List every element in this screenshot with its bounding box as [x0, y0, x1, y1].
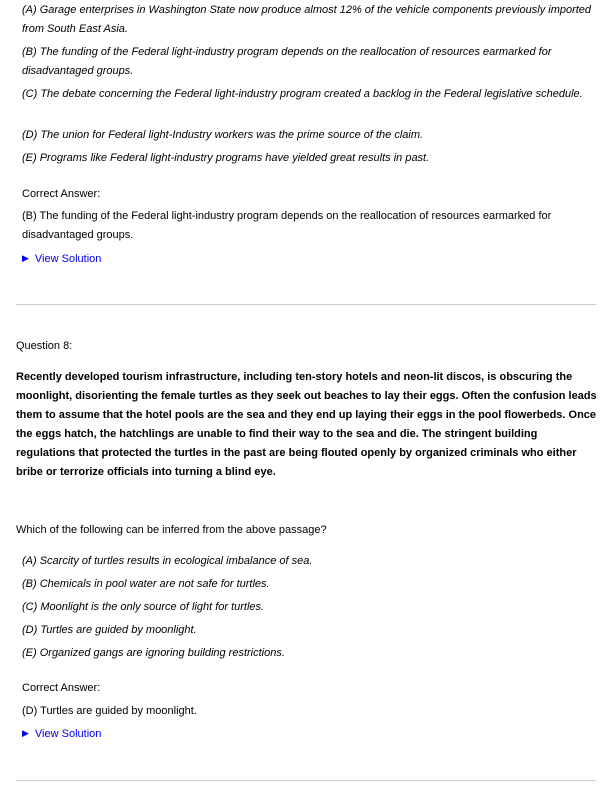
option-d: (D) The union for Federal light-Industry workers was the prime source of the claim.	[22, 129, 424, 141]
triangle-right-icon: ▶	[22, 728, 29, 738]
question-prompt: Which of the following can be inferred from the above passage?	[16, 524, 327, 536]
option-a: (A) Garage enterprises in Washington State now produce almost 12% of the vehicle components previously imported from South East Asia.	[22, 4, 592, 35]
triangle-right-icon: ▶	[22, 253, 29, 263]
correct-answer-text: (D) Turtles are guided by moonlight.	[22, 705, 197, 717]
view-solution-link[interactable]	[22, 250, 101, 267]
option-c: (C) The debate concerning the Federal light-industry program created a backlog in the Federal legislative schedule.	[22, 88, 583, 100]
option-e: (E) Organized gangs are ignoring building restrictions.	[22, 647, 285, 659]
divider	[16, 780, 596, 781]
option-b: (B) The funding of the Federal light-industry program depends on the reallocation of resources earmarked for disadvantaged groups.	[22, 46, 552, 77]
divider	[16, 304, 596, 305]
correct-answer-label: Correct Answer:	[22, 682, 101, 694]
view-solution-link[interactable]	[22, 725, 101, 742]
question-heading: Question 8:	[16, 340, 73, 352]
option-a: (A) Scarcity of turtles results in ecological imbalance of sea.	[22, 555, 313, 567]
view-solution-label: View Solution	[34, 253, 102, 265]
correct-answer-text: (B) The funding of the Federal light-industry program depends on the reallocation of resources earmarked for disadvantaged groups.	[22, 210, 552, 241]
question-passage: Recently developed tourism infrastructure, including ten-story hotels and neon-lit discos, is obscuring the moonlight, disorienting the female turtles as they seek out beaches to lay their eggs. Often the confusion leads them to assume that the hotel pools are the sea and they end up laying their eggs in the pool flowerbeds. Once the eggs hatch, the hatchlings are unable to find their way to the sea and die. The stringent building regulations that protected the turtles in the past are being flouted openly by organized criminals who either bribe or terrorize officials into turning a blind eye.	[16, 371, 597, 478]
option-d: (D) Turtles are guided by moonlight.	[22, 624, 197, 636]
option-c: (C) Moonlight is the only source of light for turtles.	[22, 601, 265, 613]
option-b: (B) Chemicals in pool water are not safe for turtles.	[22, 578, 270, 590]
view-solution-label: View Solution	[34, 728, 102, 740]
correct-answer-label: Correct Answer:	[22, 188, 101, 200]
option-e: (E) Programs like Federal light-industry programs have yielded great results in past.	[22, 152, 430, 164]
